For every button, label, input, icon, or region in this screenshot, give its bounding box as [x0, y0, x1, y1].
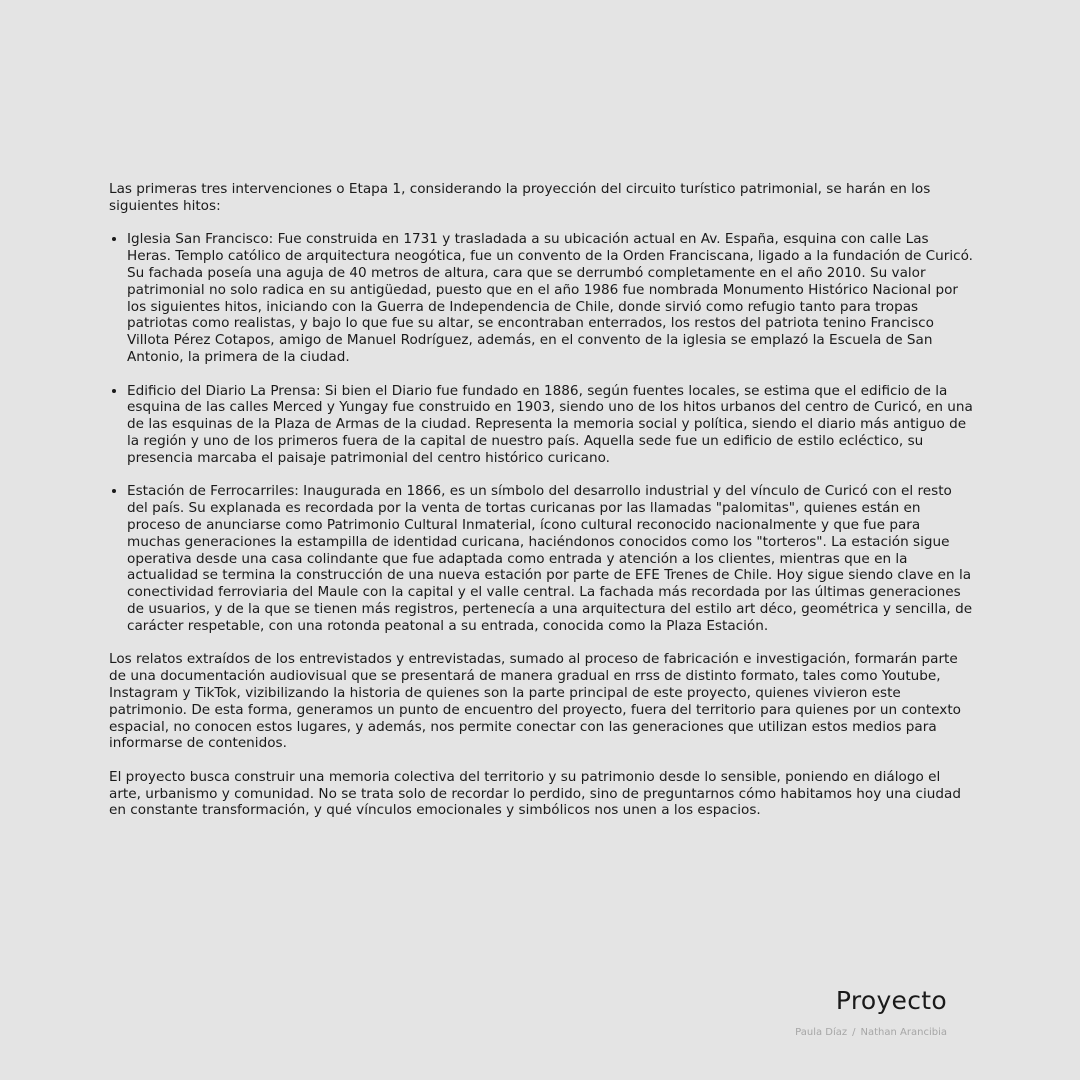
- hitos-list: [109, 231, 973, 634]
- list-item-iglesia-san-francisco: • Iglesia San Francisco: Fue construida en 1731 y trasladada a su ubicación actual en Av. España, esquina con calle Las Heras. Templo católico de arquitectura neogótica, fue un convento de la Orden Franciscana, ligado a la fundación de Curicó. Su fachada poseía una aguja de 40 metros de altura, cara que se derrumbó completamente en el año 2010. Su valor patrimonial no solo radica en su antigüedad, puesto que en el año 1986 fue nombrada Monumento Histórico Nacional por los siguientes hitos, iniciando con la Guerra de Independencia de Chile, donde sirvió como refugio tanto para tropas patriotas como realistas, y bajo lo que fue su altar, se encontraban enterrados, los restos del patriota tenino Francisco Villota Pérez Cotapos, amigo de Manuel Rodríguez, además, en el convento de la iglesia se emplazó la Escuela de San Antonio, la primera de la ciudad.: [127, 231, 973, 365]
- list-item-estacion-ferrocarriles: • Estación de Ferrocarriles: Inaugurada en 1866, es un símbolo del desarrollo industrial y del vínculo de Curicó con el resto del país. Su explanada es recordada por la venta de tortas curicanas por las llamadas "palomitas", quienes están en proceso de anunciarse como Patrimonio Cultural Inmaterial, ícono cultural reconocido nacionalmente y que fue para muchas generaciones la estampilla de identidad curicana, haciéndonos conocidos como los "torteros". La estación sigue operativa desde una casa colindante que fue adaptada como entrada y atención a los clientes, mientras que en la actualidad se termina la construcción de una nueva estación por parte de EFE Trenes de Chile. Hoy sigue siendo clave en la conectividad ferroviaria del Maule con la capital y el valle central. La fachada más recordada por las últimas generaciones de usuarios, y de la que se tienen más registros, pertenecía a una arquitectura del estilo art déco, geométrica y sencilla, de carácter respetable, con una rotonda peatonal a su entrada, conocida como la Plaza Estación.: [127, 483, 973, 634]
- author-name: Paula Díaz: [795, 1027, 848, 1038]
- intro-paragraph: Las primeras tres intervenciones o Etapa 1, considerando la proyección del circuito turístico patrimonial, se harán en los siguientes hitos:: [109, 181, 931, 214]
- proyecto-paragraph: El proyecto busca construir una memoria colectiva del territorio y su patrimonio desde lo sensible, poniendo en diálogo el arte, urbanismo y comunidad. No se trata solo de recordar lo perdido, sino de preguntarnos cómo habitamos hoy una ciudad en constante transformación, y qué vínculos emocionales y simbólicos nos unen a los espacios.: [109, 768, 961, 819]
- section-title: Proyecto: [835, 986, 947, 1015]
- credits-separator: /: [852, 1027, 856, 1038]
- author-name: Nathan Arancibia: [860, 1027, 947, 1038]
- author-credits: [795, 1026, 947, 1040]
- document-body: [109, 181, 973, 836]
- list-item-diario-la-prensa: • Edificio del Diario La Prensa: Si bien el Diario fue fundado en 1886, según fuentes locales, se estima que el edificio de la esquina de las calles Merced y Yungay fue construido en 1903, siendo uno de los hitos urbanos del centro de Curicó, en una de las esquinas de la Plaza de Armas de la ciudad. Representa la memoria social y política, siendo el diario más antiguo de la región y uno de los primeros fuera de la capital de nuestro país. Aquella sede fue un edificio de estilo ecléctico, su presencia marcaba el paisaje patrimonial del centro histórico curicano.: [127, 383, 973, 467]
- relatos-paragraph: Los relatos extraídos de los entrevistados y entrevistadas, sumado al proceso de fabricación e investigación, formarán parte de una documentación audiovisual que se presentará de manera gradual en rrss de distinto formato, tales como Youtube, Instagram y TikTok, vizibilizando la historia de quienes son la parte principal de este proyecto, quienes vivieron este patrimonio. De esta forma, generamos un punto de encuentro del proyecto, fuera del territorio para quienes por un contexto espacial, no conocen estos lugares, y además, nos permite conectar con las generaciones que utilizan estos medios para informarse de contenidos.: [109, 651, 961, 752]
